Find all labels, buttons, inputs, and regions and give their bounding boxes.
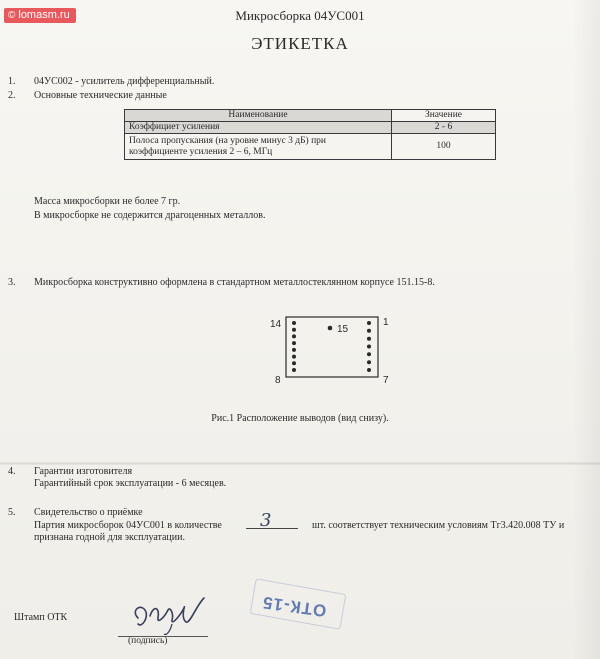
note-mass: Масса микросборки не более 7 гр. — [34, 196, 181, 207]
otk-stamp: ОТК-15 — [260, 592, 328, 621]
right-pin — [367, 337, 371, 341]
item-2-text: Основные технические данные — [34, 90, 167, 101]
table-cell-value: 2 - 6 — [392, 122, 496, 134]
document-title: ЭТИКЕТКА — [251, 34, 349, 53]
left-pin — [292, 321, 296, 325]
left-pin — [292, 334, 296, 338]
item-3-text: Микросборка конструктивно оформлена в стандартном металлостеклянном корпусе 151.15-8. — [34, 277, 435, 288]
item-5-title: Свидетельство о приёмке — [34, 507, 143, 518]
right-pin — [367, 360, 371, 364]
table-cell-name: Коэффициет усиления — [125, 122, 392, 134]
left-pin — [292, 355, 296, 359]
table-cell-name-line: коэффициенте усиления 2 – 6, МГц — [129, 146, 273, 157]
item-4-number: 4. — [8, 466, 16, 477]
copyright-icon: © — [8, 10, 16, 21]
package-outline — [286, 317, 378, 377]
item-5-line1-end: шт. соответствует техническим условиям Тг3.420.008 ТУ и — [312, 520, 565, 531]
right-pin — [367, 345, 371, 349]
right-pin — [367, 368, 371, 372]
signature-caption: (подпись) — [128, 636, 168, 646]
item-1-text: 04УС002 - усилитель дифференциальный. — [34, 76, 215, 87]
pin-14-label: 14 — [270, 319, 282, 330]
header-title: Микросборка 04УС001 — [235, 8, 365, 23]
table-header-value: Значение — [392, 110, 496, 122]
item-5-line1-start: Партия микросборок 04УС001 в количестве — [34, 520, 222, 531]
left-pin — [292, 341, 296, 345]
note-metals: В микросборке не содержится драгоценных металлов. — [34, 210, 266, 221]
table-header-name: Наименование — [125, 110, 392, 122]
left-pin — [292, 368, 296, 372]
item-4-text: Гарантийный срок эксплуатации - 6 месяцев. — [34, 478, 227, 489]
left-pin-column — [292, 321, 296, 372]
pin-7-label: 7 — [383, 375, 389, 386]
left-pin — [292, 361, 296, 365]
item-2-number: 2. — [8, 90, 16, 101]
left-pin — [292, 348, 296, 352]
pin-15-label: 15 — [337, 324, 349, 335]
right-pin-column — [367, 321, 371, 372]
item-3-number: 3. — [8, 277, 16, 288]
right-pin — [367, 321, 371, 325]
pin-8-label: 8 — [275, 375, 281, 386]
table-cell-name-line: Полоса пропускания (на уровне минус 3 дБ) при — [129, 135, 327, 146]
quantity-underline — [246, 528, 298, 529]
stamp-label: Штамп ОТК — [14, 612, 68, 623]
table-cell-value: 100 — [392, 134, 496, 160]
signature — [120, 588, 210, 638]
item-5-line2: признана годной для эксплуатации. — [34, 532, 185, 543]
item-1-number: 1. — [8, 76, 16, 87]
right-pin — [367, 352, 371, 356]
item-4-title: Гарантии изготовителя — [34, 466, 133, 477]
left-pin — [292, 328, 296, 332]
right-pin — [367, 329, 371, 333]
pin-15-dot — [328, 326, 333, 331]
quantity-value: 3 — [260, 510, 272, 531]
figure-caption: Рис.1 Расположение выводов (вид снизу). — [211, 413, 389, 424]
item-5-number: 5. — [8, 507, 16, 518]
pin-1-label: 1 — [383, 317, 389, 328]
watermark-text: lomasm.ru — [18, 9, 70, 21]
